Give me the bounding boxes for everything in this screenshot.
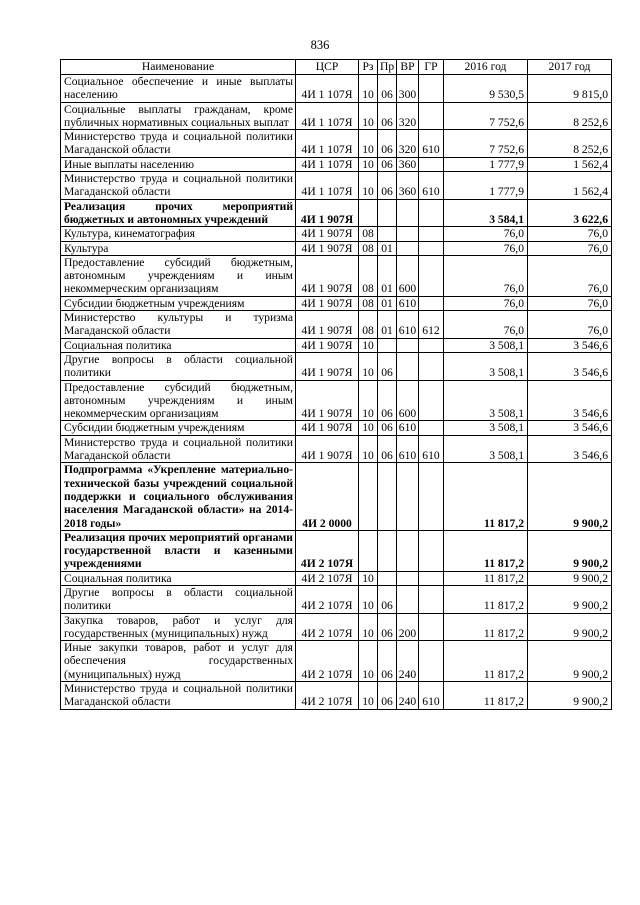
table-body	[61, 75, 612, 710]
row-rz: 10	[359, 75, 378, 103]
row-name: Министерство труда и социальной политики Магаданской области	[61, 435, 296, 463]
row-name: Культура	[61, 241, 296, 255]
row-value-2016: 11 817,2	[444, 613, 528, 641]
row-csr: 4И 1 907Я	[296, 421, 359, 435]
row-name: Министерство труда и социальной политики Магаданской области	[61, 130, 296, 158]
row-csr: 4И 2 107Я	[296, 530, 359, 571]
table-row	[61, 172, 612, 200]
row-pr: 01	[378, 255, 397, 296]
row-value-2016: 11 817,2	[444, 682, 528, 710]
row-value-2017: 3 546,6	[528, 338, 612, 352]
row-rz: 08	[359, 241, 378, 255]
row-value-2016: 76,0	[444, 311, 528, 339]
row-vr	[397, 352, 419, 380]
row-csr: 4И 1 907Я	[296, 296, 359, 310]
table-row	[61, 530, 612, 571]
table-row	[61, 585, 612, 613]
row-value-2017: 76,0	[528, 227, 612, 241]
row-pr	[378, 227, 397, 241]
table-row	[61, 296, 612, 310]
row-value-2016: 1 777,9	[444, 172, 528, 200]
row-value-2017: 76,0	[528, 296, 612, 310]
row-value-2017: 9 900,2	[528, 682, 612, 710]
row-value-2016: 11 817,2	[444, 463, 528, 530]
header-row	[61, 60, 612, 75]
row-vr	[397, 530, 419, 571]
row-vr: 360	[397, 157, 419, 171]
row-rz: 10	[359, 571, 378, 585]
row-value-2017: 8 252,6	[528, 130, 612, 158]
row-rz	[359, 199, 378, 227]
row-csr: 4И 1 907Я	[296, 380, 359, 421]
row-pr	[378, 199, 397, 227]
row-value-2017: 3 546,6	[528, 435, 612, 463]
row-gr	[419, 255, 444, 296]
row-value-2016: 1 777,9	[444, 157, 528, 171]
table-row	[61, 241, 612, 255]
row-rz: 10	[359, 421, 378, 435]
page-number: 836	[310, 38, 330, 52]
table-row	[61, 102, 612, 130]
row-name: Социальные выплаты гражданам, кроме публичных нормативных социальных выплат	[61, 102, 296, 130]
row-pr: 06	[378, 682, 397, 710]
row-value-2017: 8 252,6	[528, 102, 612, 130]
row-gr	[419, 241, 444, 255]
row-rz	[359, 463, 378, 530]
row-csr: 4И 1 907Я	[296, 338, 359, 352]
row-csr: 4И 1 107Я	[296, 172, 359, 200]
row-rz: 10	[359, 130, 378, 158]
row-rz: 10	[359, 435, 378, 463]
row-csr: 4И 1 907Я	[296, 199, 359, 227]
row-vr	[397, 463, 419, 530]
row-pr: 06	[378, 352, 397, 380]
row-rz: 10	[359, 585, 378, 613]
row-csr: 4И 2 107Я	[296, 613, 359, 641]
row-rz: 08	[359, 255, 378, 296]
row-name: Иные закупки товаров, работ и услуг для обеспечения государственных (муниципальных) нужд	[61, 641, 296, 682]
row-gr	[419, 463, 444, 530]
row-value-2017: 9 900,2	[528, 530, 612, 571]
row-value-2016: 11 817,2	[444, 585, 528, 613]
row-rz: 10	[359, 352, 378, 380]
row-pr: 06	[378, 75, 397, 103]
row-vr	[397, 571, 419, 585]
row-gr	[419, 75, 444, 103]
row-value-2016: 76,0	[444, 227, 528, 241]
row-vr: 320	[397, 102, 419, 130]
row-csr: 4И 1 107Я	[296, 102, 359, 130]
budget-table	[60, 59, 612, 710]
row-value-2016: 11 817,2	[444, 641, 528, 682]
row-gr	[419, 227, 444, 241]
row-gr: 612	[419, 311, 444, 339]
row-name: Социальное обеспечение и иные выплаты населению	[61, 75, 296, 103]
row-pr: 01	[378, 241, 397, 255]
row-gr	[419, 352, 444, 380]
row-csr: 4И 2 107Я	[296, 571, 359, 585]
row-value-2017: 76,0	[528, 311, 612, 339]
row-rz: 10	[359, 613, 378, 641]
row-rz: 08	[359, 311, 378, 339]
row-pr: 06	[378, 641, 397, 682]
row-value-2016: 11 817,2	[444, 530, 528, 571]
row-value-2017: 3 546,6	[528, 380, 612, 421]
row-value-2016: 11 817,2	[444, 571, 528, 585]
table-row	[61, 75, 612, 103]
table-row	[61, 463, 612, 530]
row-value-2016: 7 752,6	[444, 130, 528, 158]
row-name: Подпрограмма «Укрепление материально-технической базы учреждений социальной поддержки и социального обслуживания населения Магаданской области» на 2014-2018 годы»	[61, 463, 296, 530]
row-name: Министерство культуры и туризма Магаданской области	[61, 311, 296, 339]
table-row	[61, 255, 612, 296]
table-row	[61, 157, 612, 171]
row-value-2017: 1 562,4	[528, 172, 612, 200]
row-csr: 4И 1 107Я	[296, 75, 359, 103]
row-pr: 06	[378, 585, 397, 613]
row-csr: 4И 1 907Я	[296, 227, 359, 241]
row-name: Реализация прочих мероприятий бюджетных и автономных учреждений	[61, 199, 296, 227]
row-vr	[397, 199, 419, 227]
row-vr: 610	[397, 435, 419, 463]
row-pr: 06	[378, 157, 397, 171]
row-pr: 01	[378, 311, 397, 339]
row-pr	[378, 530, 397, 571]
row-name: Министерство труда и социальной политики Магаданской области	[61, 682, 296, 710]
header-2017: 2017 год	[528, 60, 612, 75]
row-value-2017: 76,0	[528, 255, 612, 296]
row-vr: 200	[397, 613, 419, 641]
row-name: Предоставление субсидий бюджетным, автономным учреждениям и иным некоммерческим организациям	[61, 380, 296, 421]
row-name: Культура, кинематография	[61, 227, 296, 241]
row-rz	[359, 530, 378, 571]
row-vr: 610	[397, 311, 419, 339]
row-value-2016: 3 508,1	[444, 352, 528, 380]
row-vr: 610	[397, 421, 419, 435]
table-row	[61, 352, 612, 380]
row-pr: 06	[378, 421, 397, 435]
row-name: Социальная политика	[61, 338, 296, 352]
header-gr: ГР	[419, 60, 444, 75]
table-row	[61, 641, 612, 682]
row-gr	[419, 571, 444, 585]
row-gr	[419, 421, 444, 435]
row-csr: 4И 2 107Я	[296, 641, 359, 682]
row-value-2016: 7 752,6	[444, 102, 528, 130]
row-gr	[419, 530, 444, 571]
row-pr: 06	[378, 613, 397, 641]
row-vr: 320	[397, 130, 419, 158]
row-pr: 06	[378, 380, 397, 421]
row-gr	[419, 296, 444, 310]
row-value-2016: 9 530,5	[444, 75, 528, 103]
row-rz: 10	[359, 172, 378, 200]
row-gr	[419, 585, 444, 613]
row-value-2017: 3 546,6	[528, 352, 612, 380]
row-value-2017: 3 622,6	[528, 199, 612, 227]
row-value-2017: 3 546,6	[528, 421, 612, 435]
row-value-2017: 9 815,0	[528, 75, 612, 103]
header-name: Наименование	[61, 60, 296, 75]
row-gr: 610	[419, 130, 444, 158]
header-vr: ВР	[397, 60, 419, 75]
header-rz: Рз	[359, 60, 378, 75]
row-name: Закупка товаров, работ и услуг для государственных (муниципальных) нужд	[61, 613, 296, 641]
header-pr: Пр	[378, 60, 397, 75]
row-gr: 610	[419, 682, 444, 710]
row-value-2017: 9 900,2	[528, 463, 612, 530]
row-value-2017: 9 900,2	[528, 571, 612, 585]
row-vr	[397, 338, 419, 352]
row-gr: 610	[419, 172, 444, 200]
row-vr: 300	[397, 75, 419, 103]
row-csr: 4И 1 107Я	[296, 130, 359, 158]
row-vr	[397, 585, 419, 613]
row-gr	[419, 380, 444, 421]
row-name: Другие вопросы в области социальной политики	[61, 352, 296, 380]
row-rz: 08	[359, 227, 378, 241]
row-rz: 10	[359, 682, 378, 710]
row-value-2017: 9 900,2	[528, 613, 612, 641]
table-row	[61, 435, 612, 463]
row-rz: 10	[359, 338, 378, 352]
row-value-2016: 3 508,1	[444, 421, 528, 435]
table-row	[61, 613, 612, 641]
row-name: Министерство труда и социальной политики Магаданской области	[61, 172, 296, 200]
row-csr: 4И 2 107Я	[296, 682, 359, 710]
table-row	[61, 338, 612, 352]
row-pr: 06	[378, 435, 397, 463]
row-value-2016: 76,0	[444, 255, 528, 296]
row-name: Субсидии бюджетным учреждениям	[61, 421, 296, 435]
table-row	[61, 227, 612, 241]
row-csr: 4И 1 907Я	[296, 311, 359, 339]
row-pr: 06	[378, 130, 397, 158]
row-rz: 10	[359, 157, 378, 171]
row-rz: 10	[359, 102, 378, 130]
table-row	[61, 421, 612, 435]
table-row	[61, 682, 612, 710]
row-pr	[378, 571, 397, 585]
row-gr	[419, 613, 444, 641]
row-value-2017: 9 900,2	[528, 585, 612, 613]
row-pr	[378, 463, 397, 530]
row-name: Субсидии бюджетным учреждениям	[61, 296, 296, 310]
row-csr: 4И 1 907Я	[296, 352, 359, 380]
row-value-2016: 76,0	[444, 241, 528, 255]
row-name: Социальная политика	[61, 571, 296, 585]
row-csr: 4И 1 907Я	[296, 435, 359, 463]
row-csr: 4И 1 107Я	[296, 157, 359, 171]
table-row	[61, 380, 612, 421]
row-rz: 10	[359, 641, 378, 682]
row-vr: 360	[397, 172, 419, 200]
row-vr: 240	[397, 682, 419, 710]
row-pr: 06	[378, 102, 397, 130]
row-gr	[419, 641, 444, 682]
row-name: Другие вопросы в области социальной политики	[61, 585, 296, 613]
table-row	[61, 571, 612, 585]
row-rz: 10	[359, 380, 378, 421]
row-value-2016: 3 584,1	[444, 199, 528, 227]
row-csr: 4И 1 907Я	[296, 255, 359, 296]
row-vr: 600	[397, 380, 419, 421]
table-row	[61, 130, 612, 158]
row-vr	[397, 241, 419, 255]
row-csr: 4И 1 907Я	[296, 241, 359, 255]
header-2016: 2016 год	[444, 60, 528, 75]
row-csr: 4И 2 107Я	[296, 585, 359, 613]
row-value-2017: 76,0	[528, 241, 612, 255]
row-name: Иные выплаты населению	[61, 157, 296, 171]
row-gr	[419, 338, 444, 352]
row-value-2016: 76,0	[444, 296, 528, 310]
row-vr: 600	[397, 255, 419, 296]
row-value-2016: 3 508,1	[444, 435, 528, 463]
row-vr: 240	[397, 641, 419, 682]
row-vr	[397, 227, 419, 241]
row-gr: 610	[419, 435, 444, 463]
row-gr	[419, 199, 444, 227]
row-value-2017: 1 562,4	[528, 157, 612, 171]
row-csr: 4И 2 0000	[296, 463, 359, 530]
row-name: Реализация прочих мероприятий органами государственной власти и казенными учреждениями	[61, 530, 296, 571]
row-gr	[419, 102, 444, 130]
row-rz: 08	[359, 296, 378, 310]
row-pr: 06	[378, 172, 397, 200]
row-pr: 01	[378, 296, 397, 310]
table-row	[61, 199, 612, 227]
row-value-2016: 3 508,1	[444, 338, 528, 352]
header-csr: ЦСР	[296, 60, 359, 75]
row-gr	[419, 157, 444, 171]
row-vr: 610	[397, 296, 419, 310]
row-value-2017: 9 900,2	[528, 641, 612, 682]
row-name: Предоставление субсидий бюджетным, автономным учреждениям и иным некоммерческим организациям	[61, 255, 296, 296]
table-row	[61, 311, 612, 339]
row-pr	[378, 338, 397, 352]
row-value-2016: 3 508,1	[444, 380, 528, 421]
